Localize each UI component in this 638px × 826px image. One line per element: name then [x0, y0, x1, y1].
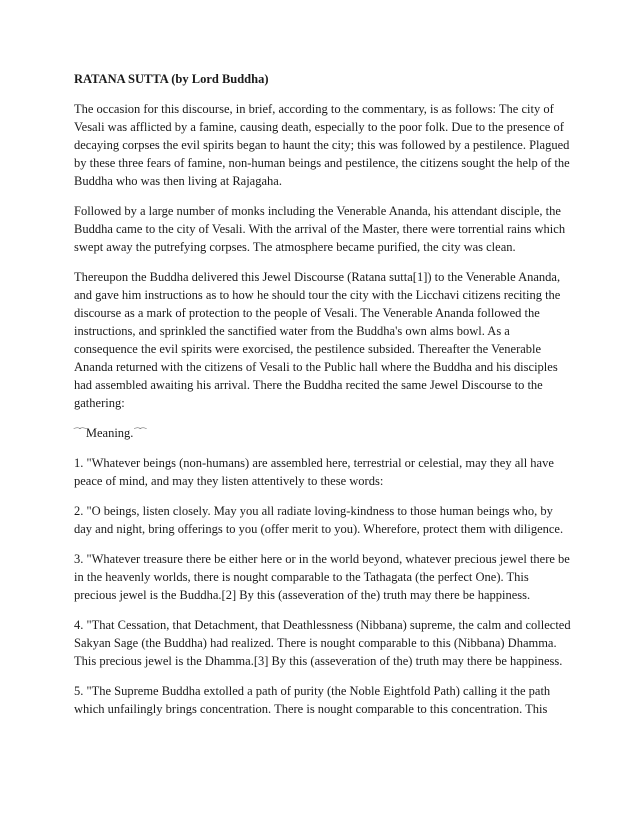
document-title: RATANA SUTTA (by Lord Buddha): [74, 72, 269, 86]
ornament-right-icon: ⁀⁀: [134, 428, 146, 437]
verse-paragraph: 1. "Whatever beings (non-humans) are assembled here, terrestrial or celestial, may they all have peace of mind, and may they listen attentively to these words:: [74, 456, 554, 488]
verse-paragraph: 4. "That Cessation, that Detachment, that Deathlessness (Nibbana) supreme, the calm and collected Sakyan Sage (the Buddha) had realized. There is nought comparable to this (Nibbana) Dhamma. This precious jewel is the Dhamma.[3] By this (asseveration of the) truth may there be happiness.: [74, 618, 571, 668]
meaning-label: Meaning.: [85, 426, 134, 440]
meaning-heading: [74, 424, 572, 442]
intro-paragraph: The occasion for this discourse, in brief, according to the commentary, is as follows: The city of Vesali was afflicted by a famine, causing death, especially to the poor folk. Due to the presence of decaying corpses the evil spirits began to haunt the city; this was followed by a pestilence. Plagued by these three fears of famine, non-human beings and pestilence, the citizens sought the help of the Buddha who was then living at Rajagaha.: [74, 102, 570, 188]
intro-paragraph: Thereupon the Buddha delivered this Jewel Discourse (Ratana sutta[1]) to the Venerable Ananda, and gave him instructions as to how he should tour the city with the Licchavi citizens reciting the discourse as a mark of protection to the people of Vesali. The Venerable Ananda followed the instructions, and sprinkled the sanctified water from the Buddha's own alms bowl. As a consequence the evil spirits were exorcised, the pestilence subsided. Thereafter the Venerable Ananda returned with the citizens of Vesali to the Public hall where the Buddha and his disciples had assembled awaiting his arrival. There the Buddha recited the same Jewel Discourse to the gathering:: [74, 270, 561, 410]
verse-paragraph: 3. "Whatever treasure there be either here or in the world beyond, whatever precious jewel there be in the heavenly worlds, there is nought comparable to the Tathagata (the perfect One). This precious jewel is the Buddha.[2] By this (asseveration of the) truth may there be happiness.: [74, 552, 570, 602]
verse-paragraph: 5. "The Supreme Buddha extolled a path of purity (the Noble Eightfold Path) calling it the path which unfailingly brings concentration. There is nought comparable to this concentration. This: [74, 684, 551, 716]
document-page: [74, 70, 572, 730]
intro-paragraph: Followed by a large number of monks including the Venerable Ananda, his attendant disciple, the Buddha came to the city of Vesali. With the arrival of the Master, there were torrential rains which swept away the putrefying corpses. The atmosphere became purified, the city was clean.: [74, 204, 566, 254]
verse-paragraph: 2. "O beings, listen closely. May you all radiate loving-kindness to those human beings who, by day and night, bring offerings to you (offer merit to you). Wherefore, protect them with diligence.: [74, 504, 564, 536]
ornament-left-icon: ⁀⁀: [74, 428, 85, 437]
